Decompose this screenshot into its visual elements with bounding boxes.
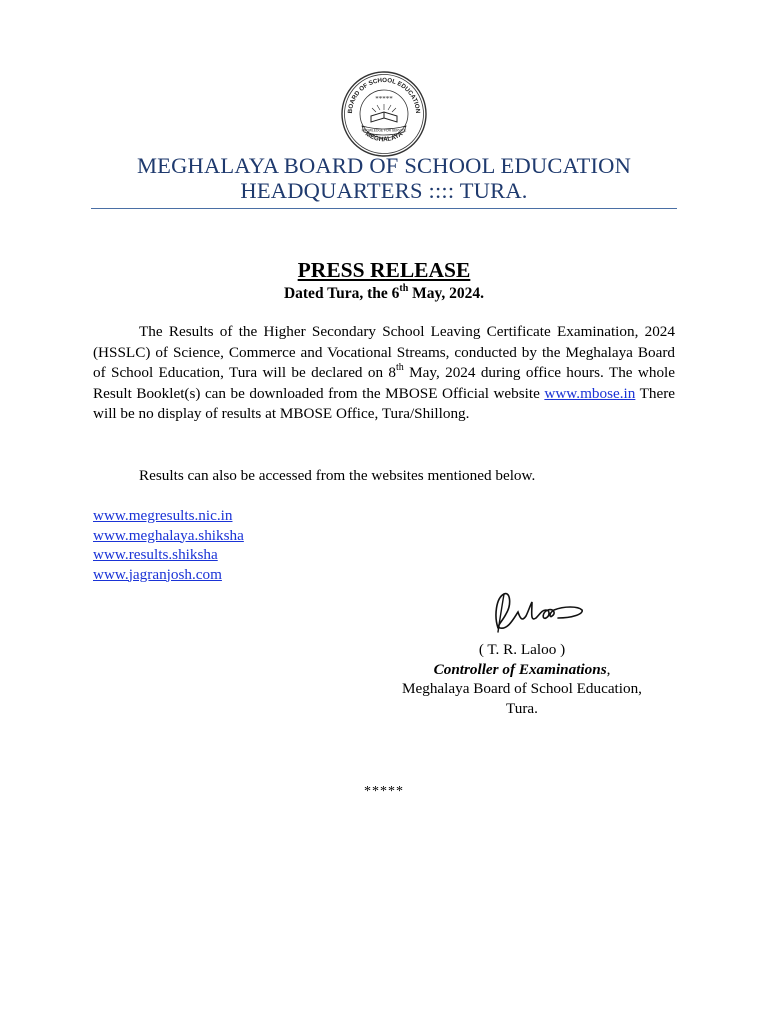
mbose-website-link[interactable]: www.mbose.in [544, 384, 636, 402]
header-divider [91, 208, 677, 209]
svg-text:*****: ***** [375, 95, 393, 103]
body-paragraph-results: The Results of the Higher Secondary School Leaving Certificate Examination, 2024 (HSSLC) of Science, Commerce and Vocational Streams, conducted by the Meghalaya Board of School Education, Tura will be declared on 8th May, 2024 during office hours. The whole Result Booklet(s) can be downloaded from the MBOSE Official website www.mbose.in There will be no display of results at MBOSE Office, Tura/Shillong. [93, 323, 675, 423]
signatory-role: Controller of Examinations, [433, 660, 611, 678]
release-date: Dated Tura, the 6th May, 2024. [283, 282, 485, 302]
signatory-name: ( T. R. Laloo ) [478, 641, 566, 658]
end-of-document-mark: ***** [364, 784, 404, 799]
signatory-block [380, 640, 664, 718]
link-jagranjosh[interactable]: www.jagranjosh.com [93, 565, 222, 583]
signatory-org: Meghalaya Board of School Education, [402, 680, 642, 697]
result-website-list [93, 506, 244, 584]
link-megresults[interactable]: www.megresults.nic.in [93, 507, 233, 524]
svg-text:BOARD OF SCHOOL EDUCATION: BOARD OF SCHOOL EDUCATION [346, 76, 422, 114]
signatory-place: Tura. [506, 699, 538, 717]
svg-text:KNOWLEDGE FOR SERVICE: KNOWLEDGE FOR SERVICE [361, 128, 407, 133]
link-meghalaya-shiksha[interactable]: www.meghalaya.shiksha [93, 526, 244, 544]
headquarters-heading: HEADQUARTERS :::: TURA. [240, 178, 528, 203]
body-paragraph-websites: Results can also be accessed from the websites mentioned below. [139, 467, 536, 484]
press-release-title: PRESS RELEASE [297, 258, 471, 282]
signature-mark [488, 588, 588, 636]
svg-text:MEGHALAYA: MEGHALAYA [363, 130, 405, 144]
mbose-logo-seal [340, 70, 428, 158]
board-name-heading: MEGHALAYA BOARD OF SCHOOL EDUCATION [136, 153, 632, 178]
link-results-shiksha[interactable]: www.results.shiksha [93, 546, 218, 563]
